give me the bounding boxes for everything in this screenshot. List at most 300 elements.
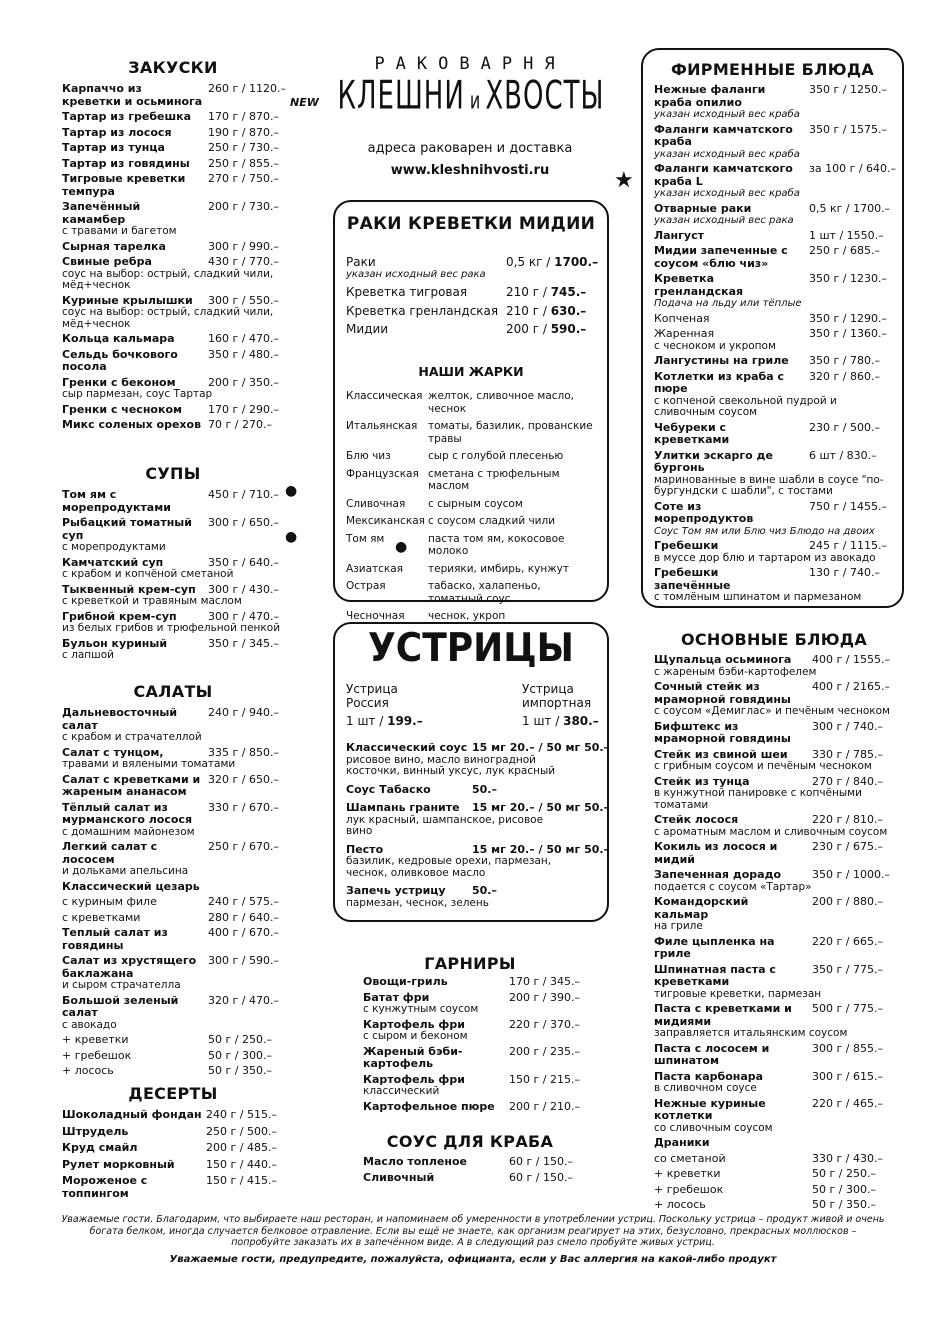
item-price: 280 г / 640.–: [208, 910, 279, 924]
item-name: Сочный стейк из мраморной говядины: [654, 680, 791, 706]
item-price: [506, 305, 586, 318]
menu-item: [654, 567, 894, 604]
fry-desc: желток, сливочное масло, чеснок: [428, 390, 575, 415]
item-price: 350 г / 1290.–: [809, 311, 887, 325]
fry-desc: паста том ям, кокосовое молоко: [428, 532, 565, 557]
item-desc: в муссе дор блю и тартаром из авокадо: [654, 551, 876, 564]
item-name: Копченая: [654, 311, 710, 325]
item-price: 50 г / 250.–: [208, 1033, 272, 1046]
item-name: Легкий салат с лососем: [62, 840, 158, 866]
item-desc: сыр пармезан, соус Тартар: [62, 388, 213, 400]
sauce-desc: рисовое вино, масло виноградной косточки, винный уксус, лук красный: [346, 753, 556, 777]
item-desc: с лапшой: [62, 649, 114, 661]
menu-item: [654, 422, 894, 447]
oyster-russia-unit: 1 шт /: [346, 714, 388, 728]
item-name: Сырная тарелка: [62, 239, 166, 253]
item-price: 200 г / 390.–: [509, 990, 580, 1004]
crayfish-title: РАКИ КРЕВЕТКИ МИДИИ: [346, 214, 596, 234]
soups-section: [62, 464, 312, 665]
item-price: 350 г / 1250.–: [809, 83, 887, 96]
menu-item: [654, 273, 894, 310]
item-price: [506, 286, 586, 299]
oyster-sauces-list: [346, 741, 610, 915]
item-name: Классический цезарь: [62, 879, 200, 893]
menu-item: [62, 841, 312, 878]
fry-item: [346, 390, 602, 415]
item-name: Рыбацкий томатный суп: [62, 516, 192, 542]
menu-item: [62, 173, 312, 198]
menu-item: [654, 1137, 899, 1150]
item-price: 6 шт / 830.–: [809, 448, 877, 462]
item-desc: соус на выбор: острый, сладкий чили, мёд+чеснок: [62, 267, 274, 291]
item-price: 430 г / 770.–: [208, 255, 279, 268]
item-price: 450 г / 710.–: [208, 488, 279, 501]
price-unit: 0,5 кг /: [506, 255, 555, 269]
item-name: Запеченная дорадо: [654, 868, 782, 881]
menu-item: [654, 1098, 899, 1135]
sauce-name: Запечь устрицу: [346, 884, 446, 897]
item-price: 350 г / 480.–: [208, 347, 279, 361]
item-price: 50 г / 350.–: [812, 1198, 876, 1211]
item-name: Котлетки из краба с пюре: [654, 369, 784, 395]
item-name: Салат из хрустящего баклажана: [62, 954, 197, 980]
fry-item: [346, 498, 602, 511]
oyster-russia-l2: Россия: [346, 696, 389, 710]
fry-desc: сметана с трюфельным маслом: [428, 467, 560, 492]
new-badge: NEW: [290, 96, 319, 109]
brand-and: и: [469, 86, 481, 115]
sauce-price: 15 мг 20.– / 50 мг 50.–: [472, 842, 610, 856]
menu-item: [654, 540, 894, 564]
item-name: Паста с креветками и мидиями: [654, 1002, 792, 1028]
item-name: Раки: [346, 255, 376, 269]
item-name: Креветка гренландская: [346, 303, 499, 318]
item-name: Паста карбонара: [654, 1069, 764, 1083]
menu-item: [654, 721, 899, 746]
fry-item: [346, 533, 602, 558]
menu-item: [62, 158, 312, 171]
menu-item: [62, 912, 312, 925]
menu-item: [654, 162, 897, 200]
crabsauce-list: [363, 1156, 593, 1187]
item-price: 320 г / 470.–: [208, 993, 279, 1007]
oyster-import-l1: Устрица: [522, 682, 574, 696]
item-price: [506, 256, 598, 269]
item-price: 50 г / 350.–: [208, 1064, 272, 1077]
sauce-desc: базилик, кедровые орехи, пармезан, чеснок, оливковое масло: [346, 855, 552, 879]
item-desc: с чесноком и укропом: [654, 339, 776, 352]
item-price: 300 г / 740.–: [812, 719, 883, 733]
item-name: Улитки эскарго де бургонь: [654, 448, 773, 474]
menu-item: [62, 774, 312, 799]
item-name: Сливочный: [363, 1170, 435, 1184]
fry-name: Блю чиз: [346, 450, 391, 462]
menu-item: [62, 927, 312, 952]
crayfish-list: [346, 255, 599, 342]
item-price: 220 г / 665.–: [812, 934, 883, 948]
menu-item: [654, 124, 894, 161]
item-desc: с грибным соусом и печёным чесноком: [654, 760, 872, 772]
item-price: 300 г / 430.–: [208, 582, 279, 596]
menu-item: [654, 313, 894, 326]
menu-item: [654, 245, 894, 270]
fry-title: НАШИ ЖАРКИ: [418, 364, 524, 379]
menu-item: [654, 936, 899, 961]
fry-desc: терияки, имбирь, кунжут: [428, 562, 570, 575]
menu-item: [62, 747, 312, 771]
menu-item: [654, 501, 894, 538]
item-name: Тартар из тунца: [62, 141, 165, 154]
menu-item: [62, 295, 312, 331]
item-price: 60 г / 150.–: [509, 1170, 573, 1184]
menu-item: [363, 1101, 593, 1114]
menu-item: [363, 1074, 593, 1098]
item-name: с куриным филе: [62, 895, 157, 908]
item-name: Том ям с морепродуктами: [62, 488, 171, 514]
menu-item: [654, 328, 894, 352]
menu-item: [654, 749, 899, 773]
item-price: 350 г / 1360.–: [809, 327, 887, 340]
item-price: 335 г / 850.–: [208, 745, 279, 759]
item-price: 300 г / 590.–: [208, 954, 279, 967]
salads-title: САЛАТЫ: [133, 682, 213, 701]
item-desc: и сыром страчателла: [62, 979, 181, 991]
item-desc: указан исходный вес краба: [654, 148, 800, 160]
item-price: 60 г / 150.–: [509, 1155, 573, 1168]
menu-item: [346, 323, 596, 336]
item-name: Картофельное пюре: [363, 1099, 495, 1113]
item-name: Грибной крем-суп: [62, 609, 177, 623]
item-price: 320 г / 650.–: [208, 772, 279, 786]
item-desc: с морепродуктами: [62, 541, 166, 553]
footer-note: Уважаемые гости. Благодарим, что выбираете наш ресторан, и напоминаем об умеренности в употреблении устриц. Поскольку устрица – продукт живой и очень богата белком, иногда случается белковое отравление. Если вы ещё не знаете, как организм реагирует на этих, безусловно, прекрасных моллюсков – попробуйте заказать их в запечённом виде. А в следующий раз смело пробуйте живых устриц.: [61, 1214, 885, 1248]
item-price: 300 г / 650.–: [208, 516, 279, 529]
item-desc: с сыром и беконом: [363, 1030, 468, 1042]
menu-item: [62, 256, 312, 292]
price-unit: 210 г /: [506, 285, 551, 299]
item-desc: со сливочным соусом: [654, 1121, 773, 1134]
item-name: со сметаной: [654, 1151, 726, 1165]
item-price: 750 г / 1455.–: [809, 499, 887, 513]
menu-item: [62, 489, 312, 514]
item-name: Овощи-гриль: [363, 975, 448, 988]
menu-item: [654, 776, 899, 812]
menu-item: [62, 404, 312, 417]
salads-list: [62, 707, 312, 1078]
menu-item: [62, 517, 312, 554]
item-name: Шоколадный фондан: [62, 1108, 202, 1121]
sauce-price: 15 мг 20.– / 50 мг 50.–: [472, 801, 610, 814]
menu-item: [62, 333, 312, 346]
item-name: Гренки с беконом: [62, 375, 176, 389]
fry-name: Сливочная: [346, 497, 406, 510]
salads-section: [62, 682, 312, 1081]
item-desc: указан исходный вес краба: [654, 188, 800, 199]
sauce-price: 50.–: [472, 884, 497, 897]
item-name: Стейк из свиной шеи: [654, 747, 788, 761]
sauce-name: Классический соус: [346, 741, 468, 754]
item-name: Мидии запеченные с соусом «блю чиз»: [654, 244, 788, 270]
item-desc: тигровые креветки, пармезан: [654, 987, 822, 1000]
item-name: Тёплый салат из мурманского лосося: [62, 800, 193, 826]
fry-item: [346, 420, 602, 445]
item-name: + лосось: [654, 1198, 706, 1211]
price-value: 745.–: [550, 285, 587, 299]
item-price: 230 г / 675.–: [812, 840, 883, 853]
menu-item: [654, 1199, 899, 1212]
star-icon: ★: [614, 168, 634, 193]
item-price: 70 г / 270.–: [208, 418, 272, 431]
menu-item: [346, 305, 596, 318]
item-name: Масло топленое: [363, 1155, 468, 1168]
item-desc: с травами и багетом: [62, 225, 177, 237]
chili-icon: ●: [395, 539, 408, 555]
item-name: Картофель фри: [363, 1017, 465, 1031]
item-price: 170 г / 290.–: [208, 402, 279, 416]
menu-item: [654, 355, 894, 368]
menu-item: [62, 802, 312, 839]
menu-item: [62, 111, 312, 124]
item-name: Лангуст: [654, 228, 704, 242]
menu-item: [62, 83, 312, 108]
menu-item: [654, 450, 894, 498]
item-name: Картофель фри: [363, 1072, 465, 1086]
sauce-name: Шампань граните: [346, 801, 460, 814]
sauce-desc: лук красный, шампанское, рисовое вино: [346, 813, 544, 837]
fry-name: Итальянская: [346, 420, 418, 432]
item-price: за 100 г / 640.–: [809, 162, 897, 175]
item-name: Гренки с чесноком: [62, 402, 183, 416]
fry-item: [346, 468, 602, 493]
item-desc: с томлёным шпинатом и пармезаном: [654, 591, 862, 603]
footer-allergy: Уважаемые гости, предупредите, пожалуйста, официанта, если у Вас аллергия на какой-либо продукт: [169, 1254, 777, 1265]
item-price: 400 г / 2165.–: [812, 680, 890, 693]
menu-item: [62, 377, 312, 401]
item-price: 350 г / 1230.–: [809, 272, 887, 285]
item-name: + лосось: [62, 1064, 114, 1077]
oyster-import-unit: 1 шт /: [522, 714, 564, 728]
item-price: 190 г / 870.–: [208, 125, 279, 139]
fry-name: Французская: [346, 467, 419, 480]
menu-item: [654, 1003, 899, 1040]
signature-title: ФИРМЕННЫЕ БЛЮДА: [670, 60, 875, 79]
price-value: 590.–: [550, 322, 587, 336]
fry-desc: с соусом сладкий чили: [428, 515, 556, 527]
desserts-list: [62, 1109, 312, 1200]
soups-list: [62, 489, 312, 662]
crabsauce-title: СОУС ДЛЯ КРАБА: [386, 1132, 554, 1151]
item-desc: заправляется итальянским соусом: [654, 1027, 848, 1039]
item-name: Лангустины на гриле: [654, 354, 789, 367]
item-price: 200 г / 210.–: [509, 1099, 580, 1113]
menu-item: [363, 992, 593, 1016]
item-price: 240 г / 940.–: [208, 706, 279, 719]
item-desc: травами и вялеными томатами: [62, 758, 236, 770]
item-price: 250 г / 855.–: [208, 156, 279, 170]
menu-item: [62, 896, 312, 909]
item-price: 170 г / 870.–: [208, 110, 279, 123]
price-value: 1700.–: [554, 255, 599, 269]
item-price: 300 г / 990.–: [208, 239, 279, 253]
main-list: [654, 654, 899, 1215]
menu-item: [654, 681, 899, 718]
item-desc: с крабом и копчёной сметаной: [62, 568, 234, 580]
item-price: 330 г / 430.–: [812, 1151, 883, 1165]
menu-item: [654, 1071, 899, 1095]
menu-item: [654, 84, 894, 121]
item-name: Тигровые креветки темпура: [62, 172, 186, 198]
chili-icon: ●: [285, 483, 298, 499]
menu-item: [346, 286, 596, 299]
item-price: 350 г / 345.–: [208, 636, 279, 650]
oyster-import-value: 380.–: [563, 714, 599, 728]
menu-item: [654, 230, 894, 243]
menu-item: [654, 203, 894, 227]
item-name: Стейк лосося: [654, 813, 739, 826]
item-price: 330 г / 670.–: [208, 800, 279, 814]
item-name: Камчатский суп: [62, 555, 164, 569]
item-price: 150 г / 215.–: [509, 1072, 580, 1086]
item-price: 350 г / 640.–: [208, 555, 279, 569]
item-price: 200 г / 880.–: [812, 895, 883, 908]
sauce-price: 50.–: [472, 782, 497, 796]
item-name: + гребешок: [62, 1048, 132, 1062]
brand-logo: [326, 74, 616, 119]
sauce-name: Песто: [346, 842, 384, 856]
snacks-title: ЗАКУСКИ: [128, 58, 218, 77]
garnish-list: [363, 976, 593, 1116]
brand-line1: РАКОВАРНЯ: [374, 54, 566, 74]
item-desc: подается с соусом «Тартар»: [654, 880, 812, 893]
item-price: 150 г / 415.–: [206, 1174, 277, 1187]
item-name: Микс соленых орехов: [62, 418, 202, 431]
item-price: 200 г / 235.–: [509, 1044, 580, 1058]
menu-item: [654, 654, 899, 678]
fry-name: Азиатская: [346, 562, 404, 575]
item-price: 220 г / 810.–: [812, 813, 883, 826]
item-price: 220 г / 370.–: [509, 1017, 580, 1031]
oyster-russia: [346, 682, 466, 728]
item-price: 240 г / 575.–: [208, 895, 279, 908]
menu-item: [62, 611, 312, 635]
snacks-list: [62, 83, 312, 432]
menu-item: [654, 1153, 899, 1166]
menu-item: [62, 1142, 312, 1155]
sauce-name: Соус Табаско: [346, 782, 431, 796]
item-name: Отварные раки: [654, 201, 752, 215]
item-price: 230 г / 500.–: [809, 420, 880, 434]
item-price: 0,5 кг / 1700.–: [809, 201, 891, 215]
item-price: 200 г / 730.–: [208, 200, 279, 213]
item-name: Щупальца осьминога: [654, 653, 792, 666]
menu-item: [654, 814, 899, 838]
menu-item: [363, 1156, 593, 1169]
item-name: Штрудель: [62, 1124, 129, 1138]
menu-item: [654, 371, 894, 419]
snacks-section: [62, 58, 312, 435]
item-price: 350 г / 1000.–: [812, 868, 890, 881]
item-name: Кокиль из лосося и мидий: [654, 840, 778, 866]
item-name: Фаланги камчатского краба L: [654, 162, 793, 188]
oysters-title: УСТРИЦЫ: [368, 625, 574, 672]
item-name: Мидии: [346, 322, 389, 336]
sauce-item: [346, 885, 602, 909]
fry-name: Острая: [346, 580, 386, 592]
item-desc: маринованные в вине шабли в соусе "по-бургундски с шабли", с тостами: [654, 473, 884, 497]
item-name: Салат с тунцом,: [62, 745, 164, 759]
item-name: с креветками: [62, 910, 141, 924]
item-name: Тартар из лосося: [62, 125, 172, 139]
item-price: 400 г / 670.–: [208, 926, 279, 939]
brand-word2: ХВОСТЫ: [485, 74, 605, 119]
item-price: 350 г / 780.–: [809, 354, 880, 367]
item-name: Большой зеленый салат: [62, 993, 179, 1019]
item-desc: указан исходный вес рака: [346, 268, 486, 280]
item-price: 50 г / 250.–: [812, 1167, 876, 1180]
menu-item: [654, 896, 899, 933]
oyster-russia-price: [346, 714, 466, 728]
oyster-import-l2: импортная: [522, 696, 592, 710]
item-name: Кольца кальмара: [62, 332, 175, 345]
item-name: Гребешки запечённые: [654, 566, 731, 592]
item-desc: с домашним майонезом: [62, 825, 195, 838]
oyster-russia-value: 199.–: [387, 714, 423, 728]
fry-desc: сыр с голубой плесенью: [428, 450, 564, 462]
item-name: Тартар из гребешка: [62, 110, 192, 123]
menu-item: [654, 841, 899, 866]
fry-item: [346, 580, 602, 605]
item-name: Бульон куриный: [62, 636, 168, 650]
item-price: 500 г / 775.–: [812, 1002, 883, 1015]
menu-item: [654, 1043, 899, 1068]
item-price: 50 г / 300.–: [208, 1048, 272, 1062]
item-name: Креветка гренландская: [654, 272, 744, 298]
item-price: 300 г / 550.–: [208, 293, 279, 307]
item-name: Карпаччо из креветки и осьминога: [62, 82, 203, 108]
item-desc: указан исходный вес рака: [654, 215, 794, 226]
menu-item: [62, 955, 312, 992]
item-price: 150 г / 440.–: [206, 1157, 277, 1171]
desserts-title: ДЕСЕРТЫ: [128, 1084, 218, 1103]
item-price: 300 г / 470.–: [208, 609, 279, 623]
brand-url[interactable]: www.kleshnihvosti.ru: [390, 163, 550, 178]
sauce-price: 15 мг 20.– / 50 мг 50.–: [472, 741, 610, 754]
fry-name: Мексиканская: [346, 515, 425, 527]
sauce-item: [346, 741, 610, 778]
fry-item: [346, 563, 602, 576]
item-desc: Соус Том ям или Блю чиз Блюдо на двоих: [654, 525, 875, 537]
item-price: 240 г / 515.–: [206, 1108, 277, 1121]
menu-item: [62, 1159, 312, 1172]
item-price: 250 г / 685.–: [809, 244, 880, 257]
item-name: Соте из морепродуктов: [654, 499, 754, 525]
oyster-russia-l1: Устрица: [346, 682, 398, 696]
sauce-desc: пармезан, чеснок, зелень: [346, 896, 489, 909]
item-price: 160 г / 470.–: [208, 332, 279, 345]
item-desc: с копченой свекольной пудрой и сливочным соусом: [654, 394, 837, 418]
item-name: Бифштекс из мраморной говядины: [654, 719, 791, 745]
item-desc: в сливочном соусе: [654, 1082, 757, 1094]
item-price: 400 г / 1555.–: [812, 653, 890, 666]
item-name: Фаланги камчатского краба: [654, 122, 793, 148]
item-name: Куриные крылышки: [62, 293, 193, 307]
item-price: 350 г / 1575.–: [809, 122, 887, 136]
price-unit: 210 г /: [506, 303, 551, 318]
item-name: Чебуреки с креветками: [654, 420, 730, 446]
item-name: Нежные фаланги краба опилио: [654, 83, 766, 109]
menu-item: [62, 419, 312, 432]
sauce-item: [346, 842, 610, 880]
